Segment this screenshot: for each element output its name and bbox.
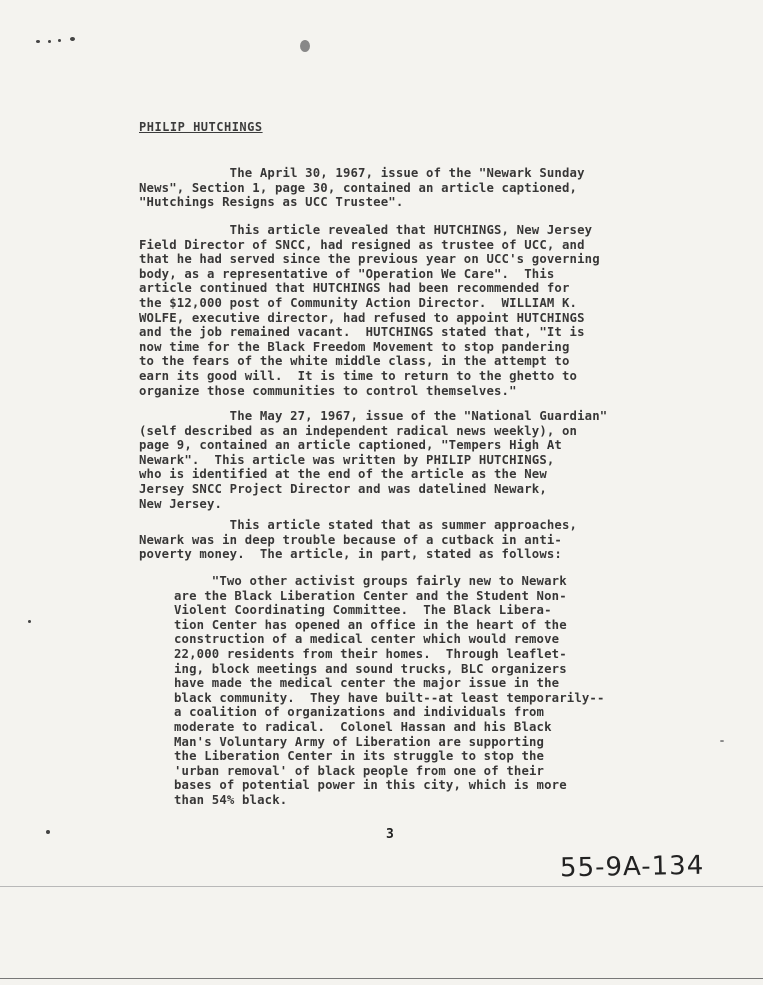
page-number: 3 (386, 827, 394, 842)
page-edge-line (0, 978, 763, 979)
block-quote: "Two other activist groups fairly new to Newark are the Black Liberation Center and the Student Non- Violent Coordinating Committee. The Black Libera- tion Center has opened an office in the heart of the construction of a medical center which would remove 22,000 residents from their homes. Through leaflet- ing, block meetings and sound trucks, BLC organizers have made the medical center the major issue in the black community. They have built--at least temporarily-- a coalition of organizations and individuals from moderate to radical. Colonel Hassan and his Black Man's Voluntary Army of Liberation are supporting the Liberation Center in its struggle to stop the 'urban removal' of black people from one of their bases of potential power in this city, which is more than 54% black. (174, 574, 605, 807)
scan-speck (720, 740, 724, 742)
file-number-handwritten: 55-9A-134 (559, 850, 705, 884)
scan-speck (70, 37, 75, 41)
paragraph-2: This article revealed that HUTCHINGS, New Jersey Field Director of SNCC, had resigned as trustee of UCC, and that he had served since the previous year on UCC's governing body, as a representative of "Operation We Care". This article continued that HUTCHINGS had been recommended for the $12,000 post of Community Action Director. WILLIAM K. WOLFE, executive director, had refused to appoint HUTCHINGS and the job remained vacant. HUTCHINGS stated that, "It is now time for the Black Freedom Movement to stop pandering to the fears of the white middle class, in the attempt to earn its good will. It is time to return to the ghetto to organize those communities to control themselves." (139, 223, 600, 398)
scan-speck (46, 830, 50, 834)
heading: PHILIP HUTCHINGS (139, 120, 263, 134)
scan-speck (28, 620, 31, 623)
page-edge-line (0, 886, 763, 887)
paragraph-1: The April 30, 1967, issue of the "Newark Sunday News", Section 1, page 30, contained an article captioned, "Hutchings Resigns as UCC Trustee". (139, 166, 585, 210)
paragraph-4: This article stated that as summer approaches, Newark was in deep trouble because of a cutback in anti- poverty money. The article, in part, stated as follows: (139, 518, 578, 562)
paragraph-3: The May 27, 1967, issue of the "National Guardian" (self described as an independent radical news weekly), on page 9, contained an article captioned, "Tempers High At Newark". This article was written by PHILIP HUTCHINGS, who is identified at the end of the article as the New Jersey SNCC Project Director and was datelined Newark, New Jersey. (139, 409, 608, 511)
scan-speck (36, 40, 40, 43)
scan-speck (48, 40, 51, 43)
scan-speck (300, 40, 310, 52)
scan-speck (58, 39, 61, 42)
